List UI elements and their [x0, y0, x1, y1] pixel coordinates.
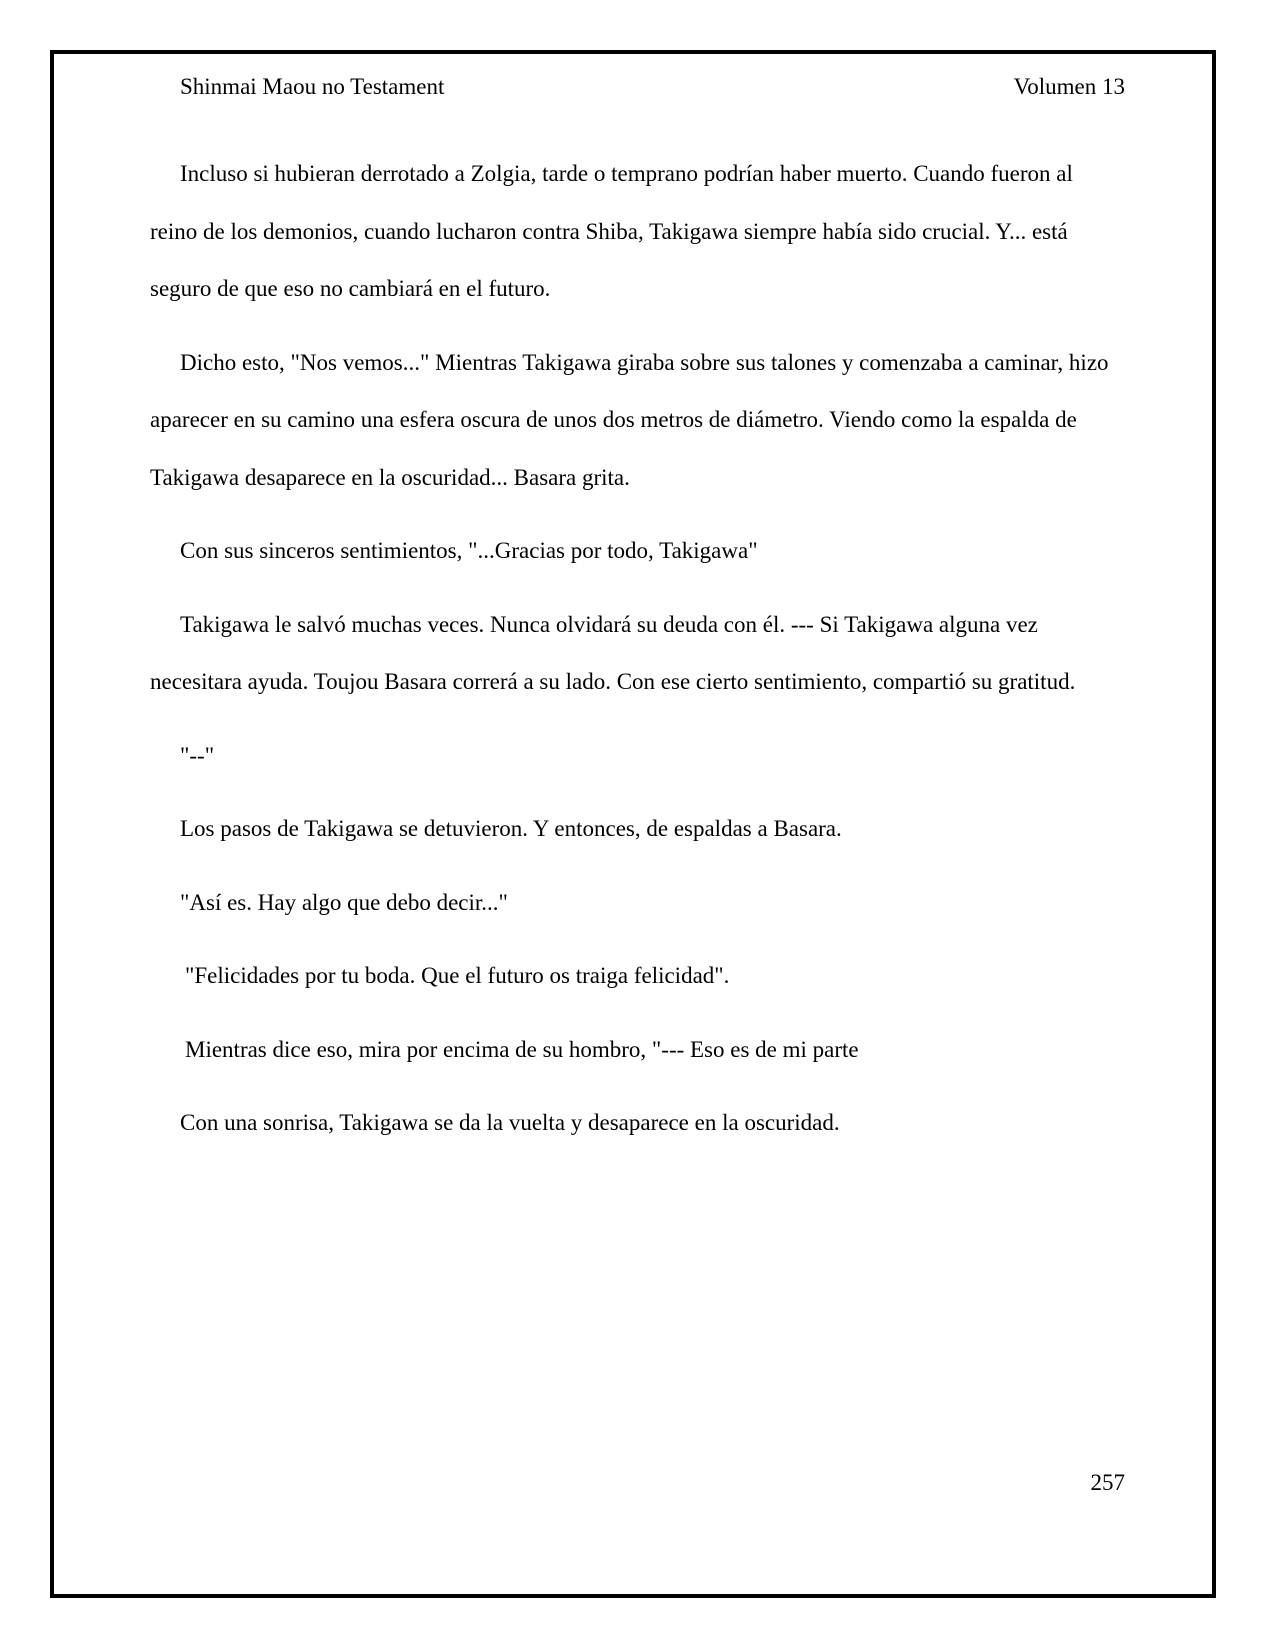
paragraph: "--" — [180, 742, 215, 768]
paragraph: Con una sonrisa, Takigawa se da la vuelta y desaparece en la oscuridad. — [180, 1110, 840, 1135]
paragraph: Takigawa le salvó muchas veces. Nunca olvidará su deuda con él. --- Si Takigawa alguna vez necesitara ayuda. Toujou Basara correrá a su lado. Con ese cierto sentimiento, compartió su gratitud. — [150, 611, 1076, 694]
book-title-header: Shinmai Maou no Testament — [180, 74, 445, 99]
page-number: 257 — [1090, 1470, 1125, 1495]
paragraph: "Felicidades por tu boda. Que el futuro os traiga felicidad". — [185, 963, 730, 988]
body-text — [150, 145, 1125, 1152]
paragraph: "Así es. Hay algo que debo decir..." — [180, 889, 508, 915]
paragraph: Los pasos de Takigawa se detuvieron. Y entonces, de espaldas a Basara. — [180, 816, 842, 841]
paragraph: Incluso si hubieran derrotado a Zolgia, tarde o temprano podrían haber muerto. Cuando fueron al reino de los demonios, cuando lucharon contra Shiba, Takigawa siempre había sido crucial. Y... está seguro de que eso no cambiará en el futuro. — [150, 161, 1073, 301]
paragraph: Dicho esto, "Nos vemos..." Mientras Takigawa giraba sobre sus talones y comenzaba a caminar, hizo aparecer en su camino una esfera oscura de unos dos metros de diámetro. Viendo como la espalda de Takigawa desaparece en la oscuridad... Basara grita. — [150, 349, 1109, 490]
volume-header: Volumen 13 — [1013, 74, 1125, 99]
paragraph: Con sus sinceros sentimientos, "...Gracias por todo, Takigawa" — [180, 538, 758, 563]
paragraph: Mientras dice eso, mira por encima de su hombro, "--- Eso es de mi parte — [185, 1036, 859, 1062]
